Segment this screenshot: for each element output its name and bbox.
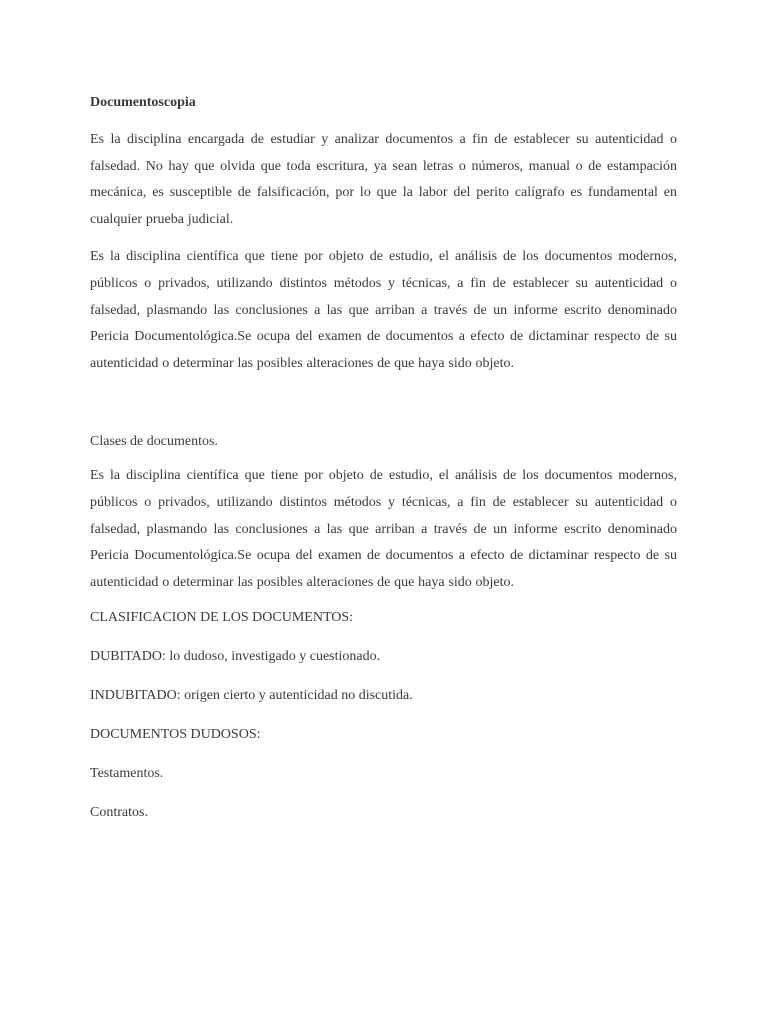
section-heading-clases: Clases de documentos. (90, 434, 218, 450)
blank-space (90, 388, 677, 431)
line-clasificacion: CLASIFICACION DE LOS DOCUMENTOS: (90, 610, 354, 626)
document-title: Documentoscopia (90, 95, 196, 110)
paragraph-intro: Es la disciplina encargada de estudiar y analizar documentos a fin de establecer su autenticidad o falsedad. No hay que olvida que toda escritura, ya sean letras o números, manual o de estampación mecánica, es susceptible de falsificación, por lo que la labor del perito calígrafo es fundamental en cualquier prueba judicial. (90, 132, 677, 227)
line-indubitado: INDUBITADO: origen cierto y autenticidad no discutida. (90, 688, 413, 704)
paragraph-definition: Es la disciplina científica que tiene por objeto de estudio, el análisis de los documentos modernos, públicos o privados, utilizando distintos métodos y técnicas, a fin de establecer su autenticidad o falsedad, plasmando las conclusiones a las que arriban a través de un informe escrito denominado Pericia Documentológica.Se ocupa del examen de documentos a efecto de dictaminar respecto de su autenticidad o determinar las posibles alteraciones de que haya sido objeto. (90, 249, 677, 371)
line-dubitado: DUBITADO: lo dudoso, investigado y cuestionado. (90, 649, 381, 665)
line-documentos-dudosos: DOCUMENTOS DUDOSOS: (90, 727, 261, 743)
paragraph-clases: Es la disciplina científica que tiene por objeto de estudio, el análisis de los documentos modernos, públicos o privados, utilizando distintos métodos y técnicas, a fin de establecer su autenticidad o falsedad, plasmando las conclusiones a las que arriban a través de un informe escrito denominado Pericia Documentológica.Se ocupa del examen de documentos a efecto de dictaminar respecto de su autenticidad o determinar las posibles alteraciones de que haya sido objeto. (90, 468, 677, 590)
line-contratos: Contratos. (90, 805, 148, 821)
line-testamentos: Testamentos. (90, 766, 164, 782)
document-page (90, 92, 677, 841)
